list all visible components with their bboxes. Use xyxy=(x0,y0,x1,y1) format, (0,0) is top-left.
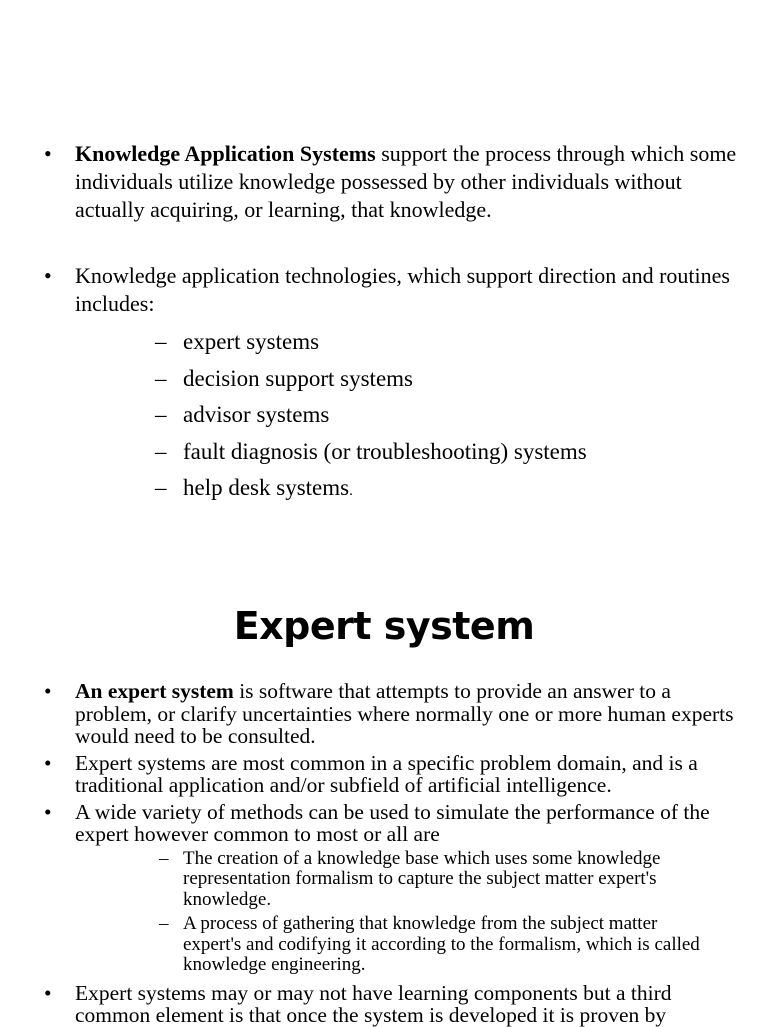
sub-item-decision-support xyxy=(75,361,748,398)
dash-marker: – xyxy=(155,397,167,434)
sub-item-knowledge-engineering xyxy=(75,914,748,976)
sub-item-advisor-systems xyxy=(75,397,748,434)
sub-item-period: . xyxy=(349,483,353,499)
learning-text: Expert systems may or may not have learning components but a third common element is that once the system is developed it is proven by xyxy=(75,981,672,1027)
methods-sub-list xyxy=(75,849,748,976)
dash-marker: – xyxy=(155,361,167,398)
methods-text: A wide variety of methods can be used to simulate the performance of the expert however common to most or all are xyxy=(75,800,710,847)
dash-marker: – xyxy=(155,324,167,361)
slide2-bullet-definition xyxy=(0,680,768,748)
slide2-bullet-learning xyxy=(0,982,768,1027)
bullet-dot: • xyxy=(44,262,52,290)
sub-item-label: fault diagnosis (or troubleshooting) systems xyxy=(183,439,587,464)
dash-marker: – xyxy=(155,470,167,507)
slide2-bullet-domain xyxy=(0,752,768,797)
dash-marker: – xyxy=(159,914,169,935)
kas-term: Knowledge Application Systems xyxy=(75,141,376,166)
slide2-bullet-methods xyxy=(0,801,768,976)
bullet-dot: • xyxy=(44,140,52,168)
kas-definition: support the process through which some individuals utilize knowledge possessed by other individuals without actually acquiring, or learning, that knowledge. xyxy=(75,141,736,222)
sub-item-label: A process of gathering that knowledge from the subject matter expert's and codifying it according to the formalism, which is called knowledge engineering. xyxy=(183,913,700,975)
technologies-text: Knowledge application technologies, which support direction and routines includes: xyxy=(75,263,730,316)
sub-item-expert-systems xyxy=(75,324,748,361)
bullet-dot: • xyxy=(44,680,52,703)
slide-expert-system xyxy=(0,576,768,1024)
expert-system-definition: is software that attempts to provide an answer to a problem, or clarify uncertainties where normally one or more human experts would need to be consulted. xyxy=(75,679,734,748)
technologies-sub-list xyxy=(75,324,748,510)
bullet-dot: • xyxy=(44,801,52,824)
sub-item-label: expert systems xyxy=(183,329,319,354)
dash-marker: – xyxy=(159,849,169,870)
slide2-bullet-list xyxy=(0,680,768,1027)
sub-item-knowledge-base xyxy=(75,849,748,911)
bullet-dot: • xyxy=(44,752,52,775)
sub-item-help-desk xyxy=(75,470,748,510)
sub-item-fault-diagnosis xyxy=(75,434,748,471)
sub-item-label: The creation of a knowledge base which uses some knowledge representation formalism to capture the subject matter expert's knowledge. xyxy=(183,848,661,910)
expert-system-term: An expert system xyxy=(75,679,234,703)
slide1-bullet-technologies xyxy=(0,262,768,510)
slide1-bullet-list xyxy=(0,140,768,510)
slide-title: Expert system xyxy=(0,602,768,650)
domain-text: Expert systems are most common in a specific problem domain, and is a traditional application and/or subfield of artificial intelligence. xyxy=(75,751,698,798)
bullet-dot: • xyxy=(44,982,52,1005)
sub-item-label: decision support systems xyxy=(183,366,413,391)
sub-item-label: advisor systems xyxy=(183,402,329,427)
dash-marker: – xyxy=(155,434,167,471)
sub-item-label: help desk systems xyxy=(183,475,349,500)
slide1-bullet-kas xyxy=(0,140,768,224)
